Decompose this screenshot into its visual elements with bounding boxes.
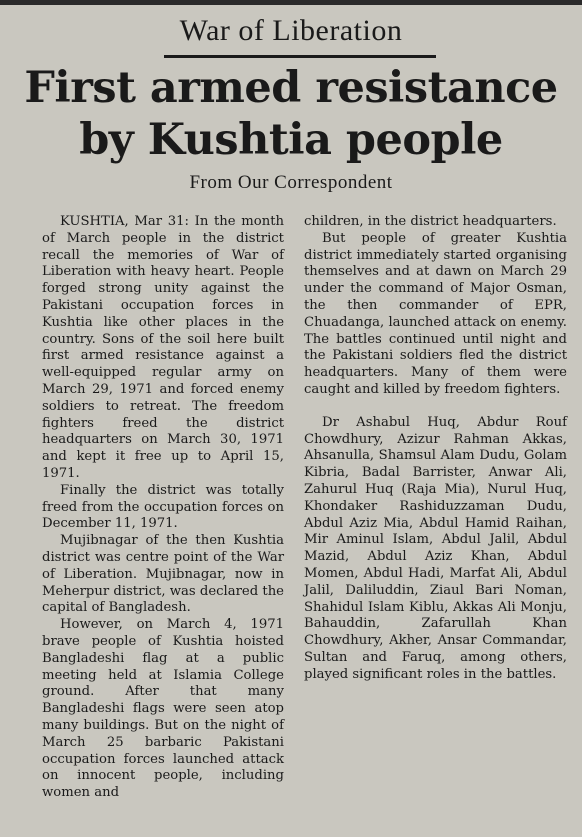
headline-line-1: First armed resistance (24, 63, 558, 113)
article-column-right (304, 214, 567, 684)
paragraph: Finally the district was totally freed from the occupation forces on December 11, 1971. (42, 482, 284, 532)
paragraph: But people of greater Kushtia district immediately started organising themselves and at dawn on March 29 under the command of Major Osman, the then commander of EPR, Chuadanga, launched attack on enemy. The battles continued until night and the Pakistani soldiers fled the district headquarters. Many of them were caught and killed by freedom fighters. (304, 230, 567, 397)
top-rule (0, 0, 582, 5)
paragraph: However, on March 4, 1971 brave people of Kushtia hoisted Bangladeshi flag at a public meeting held at Islamia College ground. After that many Bangladeshi flags were seen atop many buildings. But on the night of March 25 barbaric Pakistani occupation forces launched attack on innocent people, including women and (42, 617, 284, 801)
paragraph: Mujibnagar of the then Kushtia district was centre point of the War of Liberation. Mujibnagar, now in Meherpur district, was declared the capital of Bangladesh. (42, 533, 284, 616)
headline (0, 62, 582, 166)
section-kicker: War of Liberation (179, 14, 403, 47)
article-column-left (42, 214, 284, 802)
paragraph: Dr Ashabul Huq, Abdur Rouf Chowdhury, Azizur Rahman Akkas, Ahsanulla, Shamsul Alam Dudu, Golam Kibria, Badal Barrister, Anwar Ali, Zahurul Huq (Raja Mia), Nurul Huq, Khondaker Rashiduzzaman Dudu, Abdul Aziz Mia, Abdul Hamid Raihan, Mir Aminul Islam, Abdul Jalil, Abdul Mazid, Abdul Aziz Khan, Abdul Momen, Abdul Hadi, Marfat Ali, Abdul Jalil, Daliluddin, Ziaul Bari Noman, Shahidul Islam Kiblu, Akkas Ali Monju, Bahauddin, Zafarullah Khan Chowdhury, Akher, Ansar Commandar, Sultan and Faruq, among others, played significant roles in the battles. (304, 414, 567, 682)
byline: From Our Correspondent (189, 172, 393, 193)
kicker-underline (164, 55, 436, 58)
paragraph: children, in the district headquarters. (304, 214, 557, 229)
paragraph: KUSHTIA, Mar 31: In the month of March people in the district recall the memories of War of Liberation with heavy heart. People forged strong unity against the Pakistani occupation forces in Kushtia like other places in the country. Sons of the soil here built first armed resistance against a well-equipped regular army on March 29, 1971 and forced enemy soldiers to retreat. The freedom fighters freed the district headquarters on March 30, 1971 and kept it free up to April 15, 1971. (42, 214, 284, 481)
headline-line-2: by Kushtia people (79, 115, 503, 165)
